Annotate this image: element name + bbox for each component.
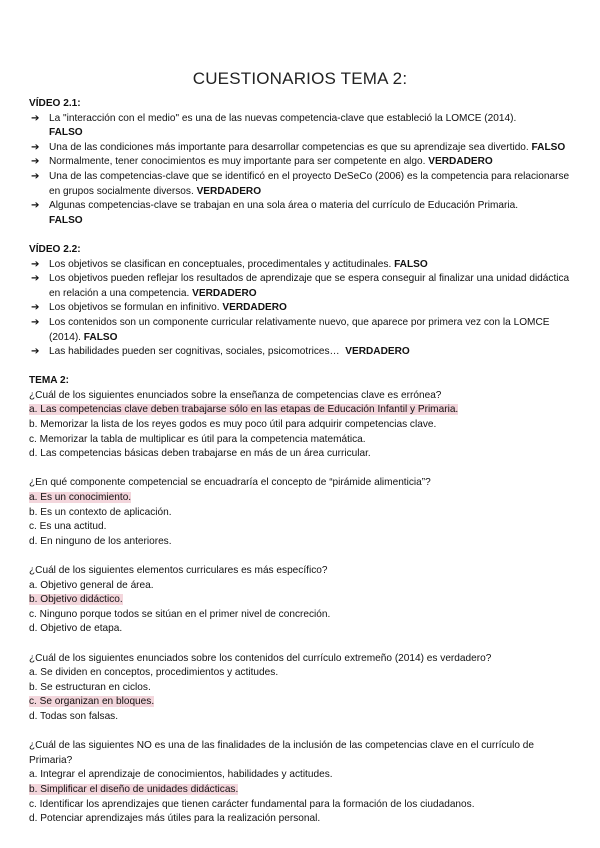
question-block: [29, 652, 577, 725]
list-item: ➔ Los objetivos se formulan en infinitivo. VERDADERO: [29, 301, 577, 316]
verdict: VERDADERO: [428, 156, 493, 168]
section-heading-video-2-1: VÍDEO 2.1:: [29, 98, 81, 109]
answer-option: c. Ninguno porque todos se sitúan en el primer nivel de concreción.: [29, 608, 331, 620]
question-list: [29, 389, 577, 827]
answer-row: [29, 403, 577, 418]
answer-option: a. Integrar el aprendizaje de conocimientos, habilidades y actitudes.: [29, 769, 333, 781]
list-item: ➔ Una de las competencias-clave que se identificó en el proyecto DeSeCo (2006) es la competencia para relacionarse en grupos socialmente diversos. VERDADERO: [31, 170, 570, 197]
video-2-1-list: [29, 112, 577, 229]
list-item: ➔ Los objetivos se clasifican en conceptuales, procedimentales y actitudinales. FALSO: [29, 258, 577, 273]
answer-row: [29, 768, 577, 783]
verdict: FALSO: [83, 331, 118, 343]
verdict: FALSO: [49, 127, 83, 139]
answer-option: b. Memorizar la lista de los reyes godos es muy poco útil para adquirir competencias clave.: [29, 419, 437, 431]
arrow-right-icon: ➔: [31, 200, 40, 212]
answer-row: [29, 491, 577, 506]
question-text: ¿Cuál de los siguientes enunciados sobre la enseñanza de competencias clave es errónea?: [29, 389, 442, 401]
verdict: FALSO: [394, 258, 428, 270]
answer-option: b. Es un contexto de aplicación.: [29, 506, 172, 518]
answer-row: [29, 710, 577, 725]
answer-row: [29, 812, 577, 827]
answer-row: [29, 433, 577, 448]
answer-row: [29, 418, 577, 433]
list-item: ➔ Los contenidos son un componente curricular relativamente nuevo, que aparece por primera vez con la LOMCE (2014). FALSO: [31, 316, 550, 343]
list-item: ➔ Algunas competencias-clave se trabajan en una sola área o materia del currículo de Educación Primaria. FALSO: [31, 200, 519, 226]
question-block: [29, 476, 577, 549]
question-text: ¿Cuál de los siguientes elementos curriculares es más específico?: [29, 565, 328, 576]
question-text: ¿Cuál de los siguientes enunciados sobre los contenidos del currículo extremeño (2014) es verdadero?: [29, 652, 492, 664]
arrow-right-icon: ➔: [31, 316, 40, 328]
list-item: ➔ Una de las condiciones más importante para desarrollar competencias es que su aprendizaje sea divertido. FALSO: [29, 141, 577, 156]
arrow-right-icon: ➔: [31, 141, 40, 153]
answer-row: [29, 681, 577, 696]
answer-row: [29, 783, 577, 798]
section-heading-video-2-2: VÍDEO 2.2:: [29, 243, 81, 255]
section-heading-tema-2: TEMA 2:: [29, 375, 70, 387]
arrow-right-icon: ➔: [31, 170, 40, 182]
arrow-right-icon: ➔: [31, 302, 40, 314]
answer-option: d. En ninguno de los anteriores.: [29, 535, 172, 547]
answer-row: [29, 593, 577, 608]
list-item: ➔ La "interacción con el medio" es una de las nuevas competencia-clave que estableció la LOMCE (2014). FALSO: [31, 112, 517, 139]
answer-option-correct: b. Simplificar el diseño de unidades didácticas.: [29, 783, 239, 795]
list-item: ➔ Las habilidades pueden ser cognitivas, sociales, psicomotrices… VERDADERO: [29, 345, 577, 360]
answer-option-correct: a. Es un conocimiento.: [29, 492, 132, 504]
answer-option-correct: a. Las competencias clave deben trabajarse sólo en las etapas de Educación Infantil y Primaria.: [29, 404, 459, 416]
answer-row: [29, 579, 577, 594]
verdict: VERDADERO: [196, 185, 262, 197]
arrow-right-icon: ➔: [31, 112, 40, 124]
answer-row: [29, 798, 577, 813]
document-body: [29, 97, 577, 827]
list-item: ➔ Normalmente, tener conocimientos es muy importante para ser competente en algo. VERDADERO: [29, 155, 577, 170]
answer-option: d. Todas son falsas.: [29, 710, 119, 722]
question-block: [29, 389, 577, 462]
answer-row: [29, 447, 577, 462]
answer-option: b. Se estructuran en ciclos.: [29, 681, 151, 693]
answer-option: d. Las competencias básicas deben trabajarse en más de un área curricular.: [29, 448, 371, 460]
verdict: VERDADERO: [192, 287, 257, 299]
answer-option: c. Es una actitud.: [29, 521, 107, 533]
arrow-right-icon: ➔: [31, 258, 40, 270]
list-item: ➔ Los objetivos pueden reflejar los resultados de aprendizaje que se espera conseguir al finalizar una unidad didáctica en relación a una competencia. VERDADERO: [31, 273, 570, 299]
answer-option: c. Memorizar la tabla de multiplicar es útil para la competencia matemática.: [29, 433, 366, 445]
answer-row: [29, 520, 577, 535]
arrow-right-icon: ➔: [31, 273, 40, 285]
verdict: VERDADERO: [345, 346, 410, 358]
answer-option: a. Objetivo general de área.: [29, 579, 154, 591]
answer-option: d. Potenciar aprendizajes más útiles para la realización personal.: [29, 813, 321, 825]
question-text: ¿Cuál de las siguientes NO es una de las finalidades de la inclusión de las competencias clave en el currículo de Primaria?: [29, 740, 534, 766]
arrow-right-icon: ➔: [31, 156, 40, 168]
answer-row: [29, 666, 577, 681]
answer-row: [29, 695, 577, 710]
question-block: [29, 739, 577, 827]
page-title: CUESTIONARIOS TEMA 2:: [192, 69, 408, 88]
question-text: ¿En qué componente competencial se encuadraría el concepto de “pirámide alimenticia”?: [29, 477, 431, 489]
answer-option-correct: b. Objetivo didáctico.: [29, 594, 123, 606]
video-2-2-list: [29, 258, 577, 360]
answer-row: [29, 622, 577, 637]
answer-option: a. Se dividen en conceptos, procedimientos y actitudes.: [29, 667, 279, 679]
verdict: VERDADERO: [222, 302, 287, 314]
question-block: [29, 564, 577, 637]
verdict: FALSO: [49, 214, 83, 226]
verdict: FALSO: [531, 141, 566, 153]
answer-row: [29, 608, 577, 623]
answer-option-correct: c. Se organizan en bloques.: [29, 696, 155, 708]
answer-row: [29, 535, 577, 550]
answer-row: [29, 506, 577, 521]
answer-option: d. Objetivo de etapa.: [29, 623, 123, 635]
answer-option: c. Identificar los aprendizajes que tienen carácter fundamental para la formación de los ciudadanos.: [29, 798, 475, 810]
arrow-right-icon: ➔: [31, 346, 40, 358]
